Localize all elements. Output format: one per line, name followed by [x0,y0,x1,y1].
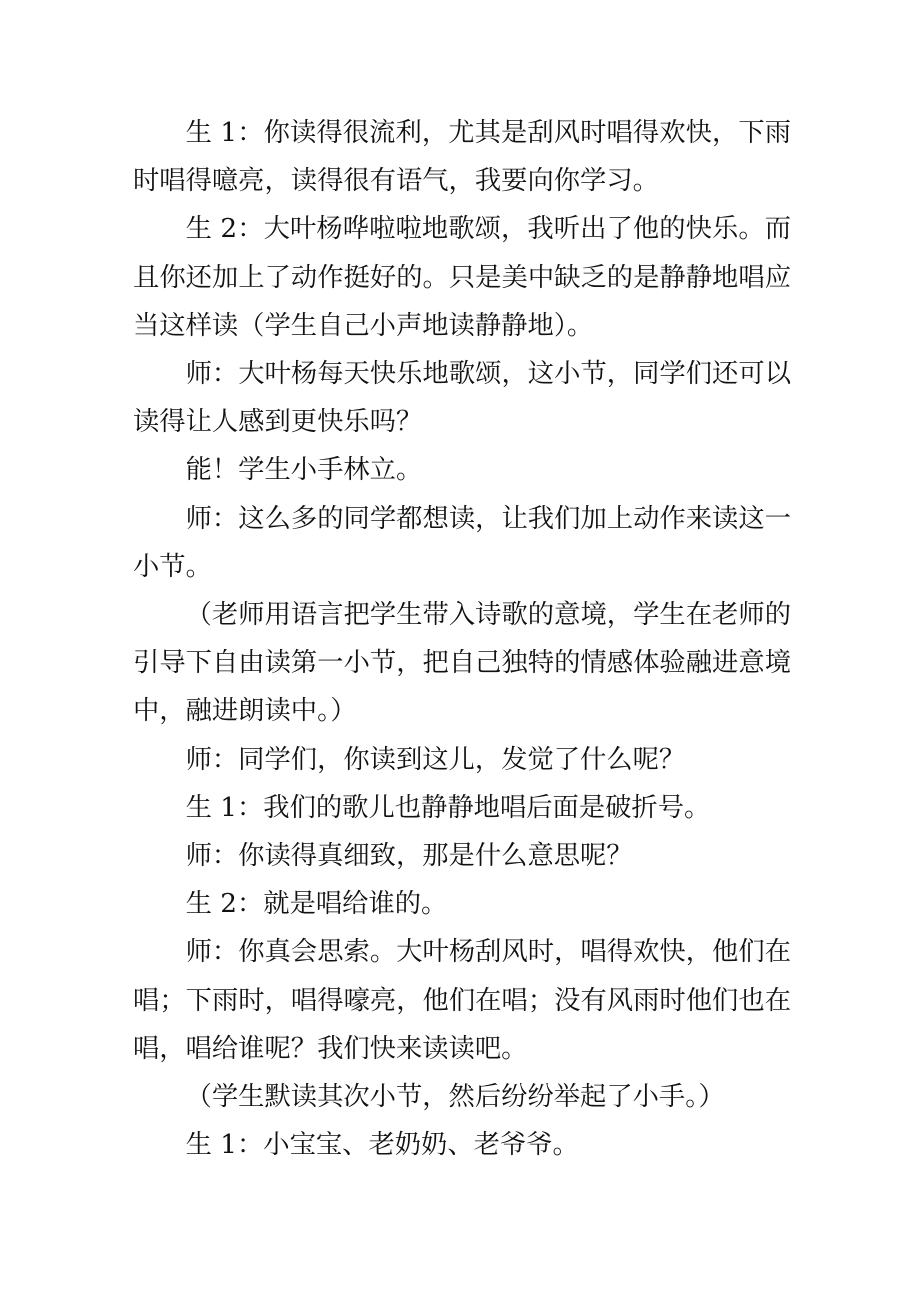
paragraph: （老师用语言把学生带入诗歌的意境，学生在老师的引导下自由读第一小节，把自己独特的情感体验融进意境中，融进朗读中。） [133,600,791,727]
paragraph: 师：你真会思索。大叶杨刮风时，唱得欢快，他们在唱；下雨时，唱得嚎亮，他们在唱；没有风雨时他们也在唱，唱给谁呢？我们快来读读吧。 [133,937,791,1064]
document-body [133,109,791,1169]
paragraph: 生 2：大叶杨哗啦啦地歌颂，我听出了他的快乐。而且你还加上了动作挺好的。只是美中缺乏的是静静地唱应当这样读（学生自己小声地读静静地）。 [133,214,791,341]
paragraph: 生 1：你读得很流利，尤其是刮风时唱得欢快，下雨时唱得噫亮，读得很有语气，我要向你学习。 [133,118,791,197]
paragraph: 师：这么多的同学都想读，让我们加上动作来读这一小节。 [133,503,791,582]
paragraph: 生 1：小宝宝、老奶奶、老爷爷。 [185,1130,579,1161]
paragraph: 师：同学们，你读到这儿，发觉了什么呢？ [185,744,686,775]
paragraph: （学生默读其次小节，然后纷纷举起了小手。） [185,1082,725,1113]
paragraph: 师：大叶杨每天快乐地歌颂，这小节，同学们还可以读得让人感到更快乐吗？ [133,359,791,438]
paragraph: 师：你读得真细致，那是什么意思呢？ [185,841,633,872]
paragraph: 生 2：就是唱给谁的。 [185,889,448,920]
paragraph: 生 1：我们的歌儿也静静地唱后面是破折号。 [185,792,711,823]
paragraph: 能！学生小手林立。 [185,455,423,486]
